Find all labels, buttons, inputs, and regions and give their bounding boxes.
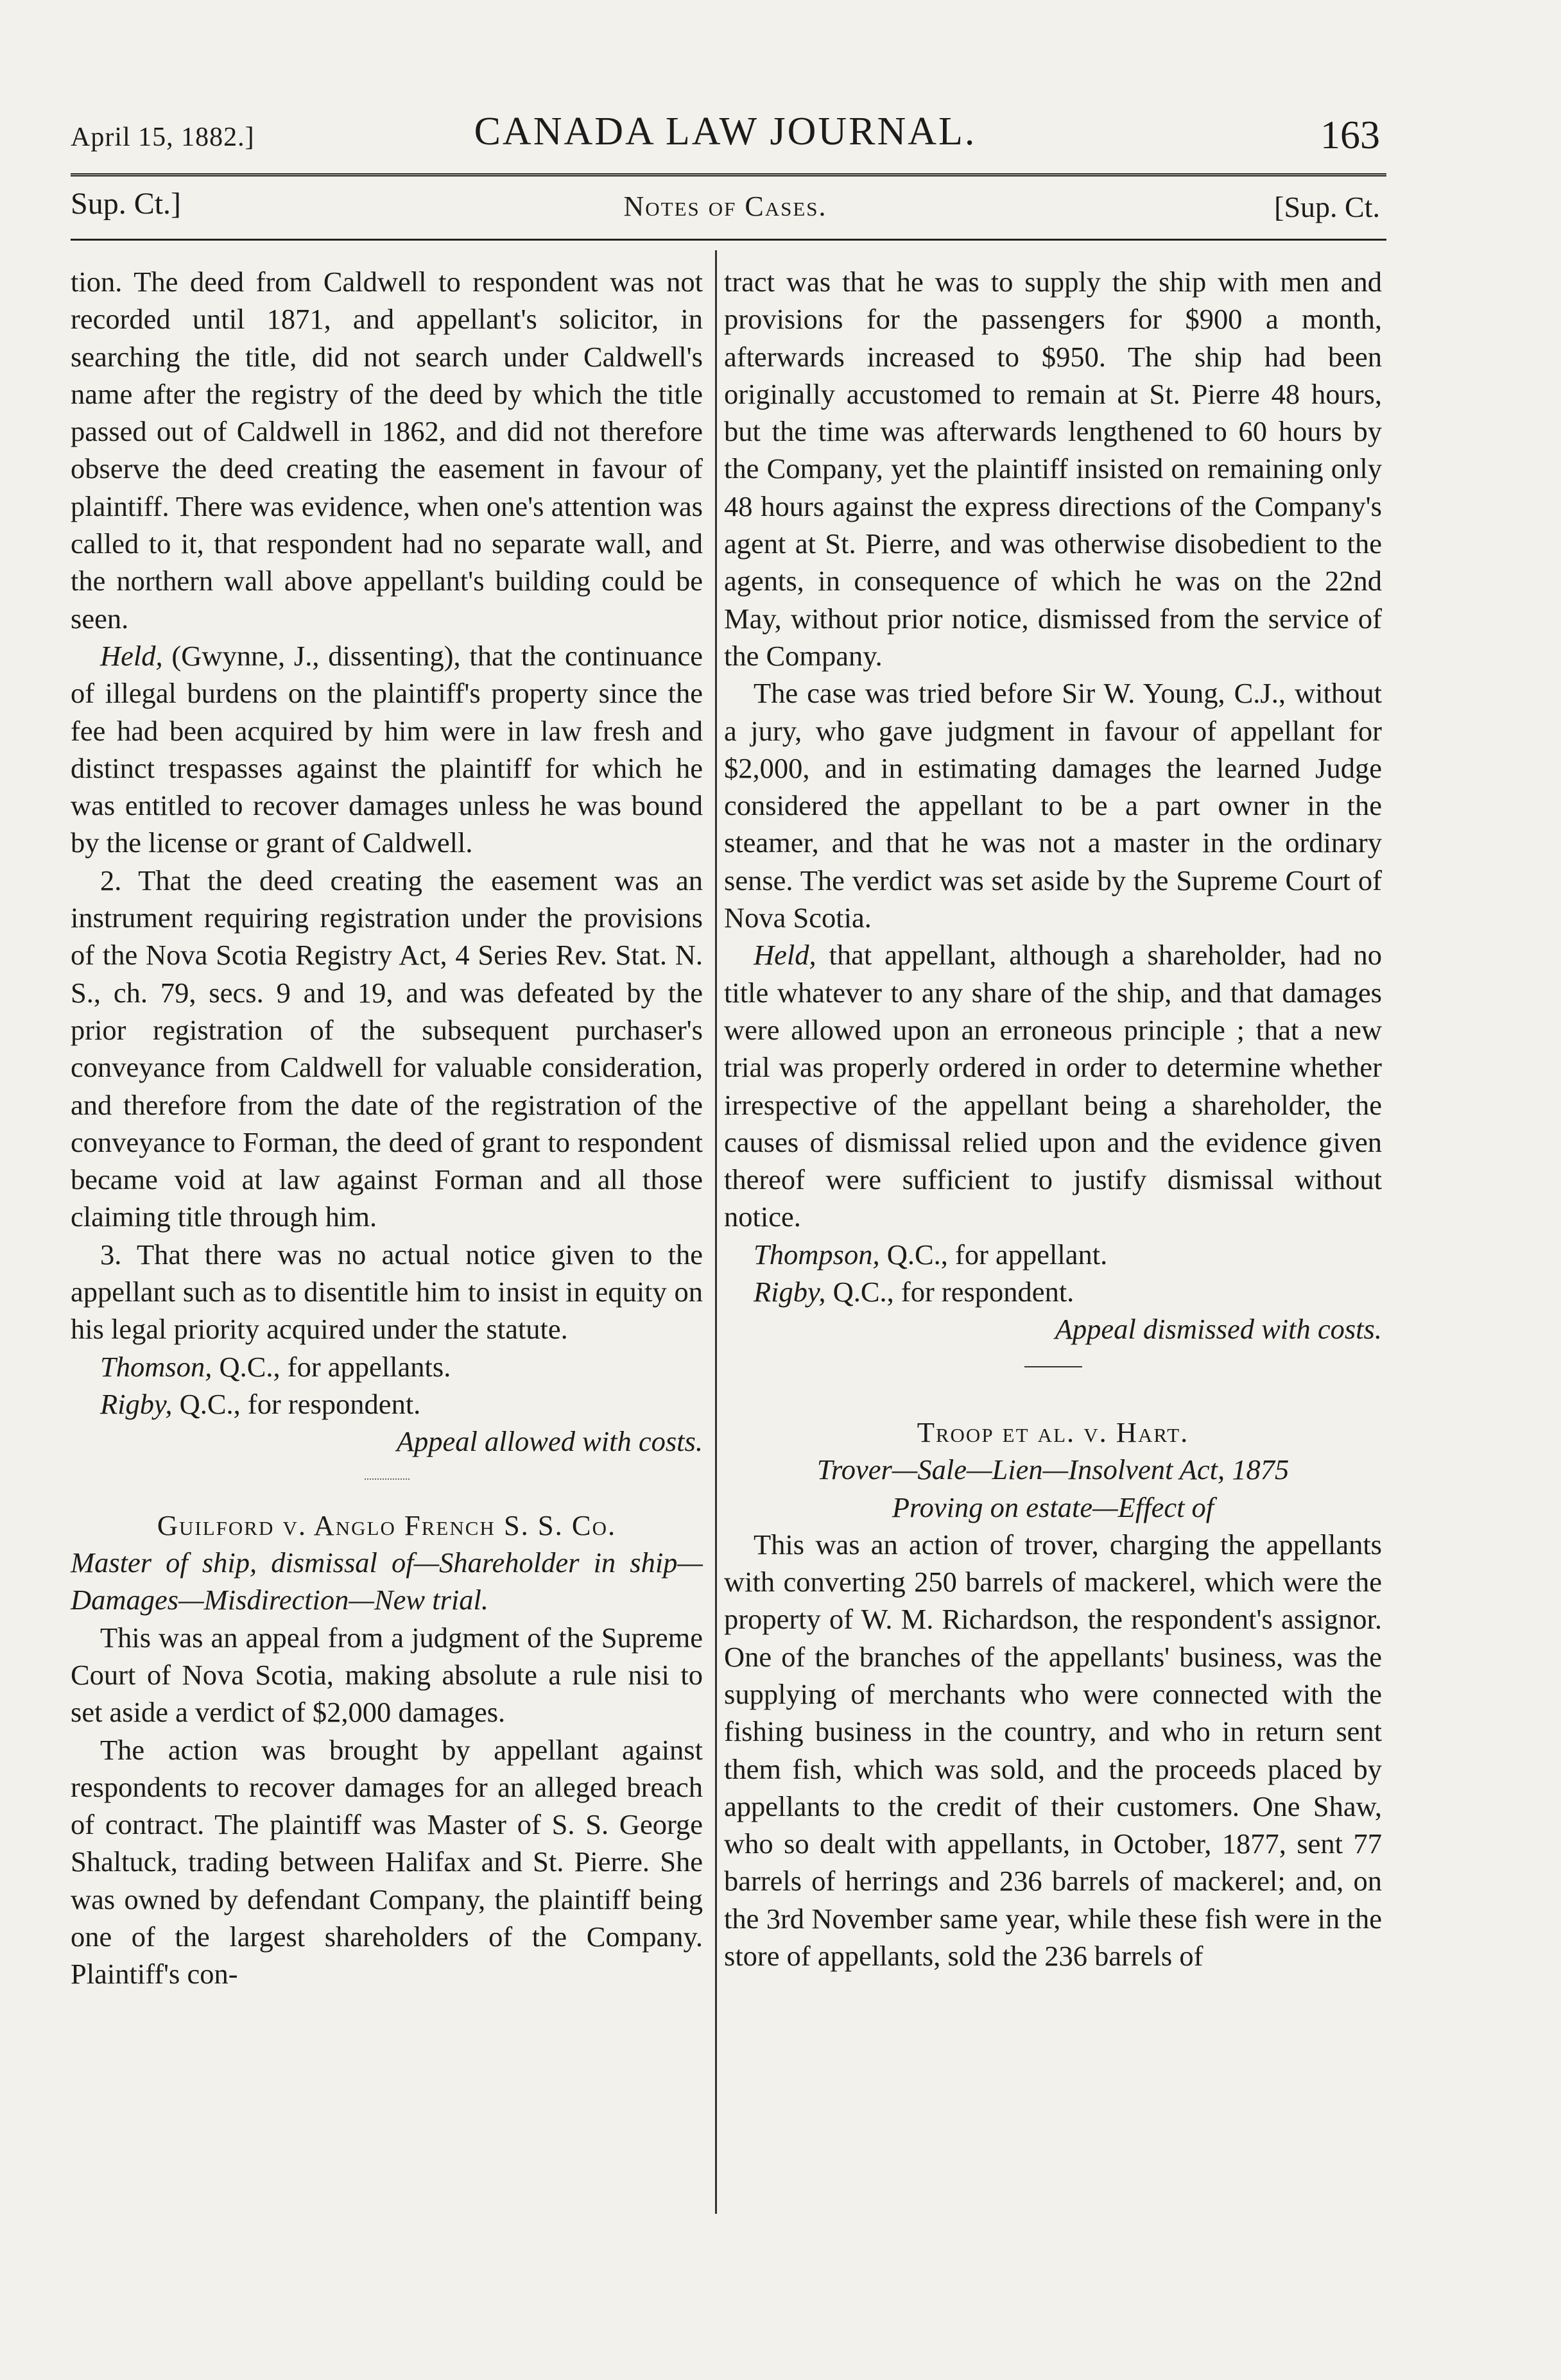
counsel-role: Q.C., for respondent. [825,1276,1074,1308]
court-label-right: [Sup. Ct. [1274,191,1380,223]
counsel-line [71,1348,703,1385]
holding-paragraph [724,936,1382,1235]
right-column [724,263,1382,1974]
counsel-role: Q.C., for appellants. [212,1350,451,1383]
paragraph: The action was brought by appellant against respondents to recover damages for an alleged breach of contract. The plaintiff was Master of S. S. George Shaltuck, trading between Halifax and St. Pierre. She was owned by defendant Company, the plaintiff being one of the largest shareholders of the Company. Plaintiff's con- [71,1733,703,1990]
counsel-role: Q.C., for appellant. [879,1238,1108,1271]
header-rule [71,173,1386,176]
case-separator [71,1460,703,1507]
counsel-line [724,1236,1382,1273]
column-divider [715,250,717,2214]
counsel-name: Rigby, [754,1276,826,1308]
paragraph: tion. The deed from Caldwell to respondent was not recorded until 1871, and appellant's solicitor, in searching the title, did not search under Caldwell's name after the registry of the deed by which the title passed out of Caldwell in 1862, and did not therefore observe the deed creating the easement in favour of plaintiff. There was evidence, when one's attention was called to it, that respondent had no separate wall, and the northern wall above appellant's building could be seen. [71,266,703,635]
paragraph: 3. That there was no actual notice given to the appellant such as to disentitle him to insist in equity on his legal priority acquired under the statute. [71,1238,703,1346]
paragraph: This was an action of trover, charging the appellants with converting 250 barrels of mackerel, which were the property of W. M. Richardson, the respondent's assignor. One of the branches of the appellants' business, was the supplying of merchants who were connected with the fishing business in the country, and who in return sent them fish, which was sold, and the proceeds placed by appellants to the credit of their customers. One Shaw, who so dealt with appellants, in October, 1877, sent 77 barrels of herrings and 236 barrels of mackerel; and, on the 3rd November same year, while these fish were in the store of appellants, sold the 236 barrels of [724,1528,1382,1973]
subheader-rule [71,239,1386,241]
page-header [71,109,1380,160]
paragraph: The case was tried before Sir W. Young, C.J., without a jury, who gave judgment in favour of appellant for $2,000, and in estimating damages the learned Judge considered the appellant to be a part owner in the steamer, and that he was not a master in the ordinary sense. The verdict was set aside by the Supreme Court of Nova Scotia. [724,677,1382,934]
page-number: 163 [1320,114,1380,157]
case-headnote: Master of ship, dismissal of—Shareholder in ship—Damages—Misdirection—New trial. [71,1546,703,1616]
running-subheader [71,186,1380,225]
counsel-line [71,1385,703,1423]
counsel-name: Thompson, [754,1238,880,1271]
case-title: Guilford v. Anglo French S. S. Co. [157,1509,617,1541]
holding-text: (Gwynne, J., dissenting), that the continuance of illegal burdens on the plaintiff's property since the fee had been acquired by him were in law fresh and distinct trespasses against the plaintiff for which he was entitled to recover damages unless he was bound by the license or grant of Caldwell. [71,639,703,859]
left-column [71,263,703,1993]
holding-paragraph [71,637,703,862]
case-headnote: Trover—Sale—Lien—Insolvent Act, 1875 [816,1453,1289,1486]
case-result: Appeal allowed with costs. [396,1425,703,1458]
counsel-role: Q.C., for respondent. [172,1387,421,1420]
counsel-name: Thomson, [100,1350,212,1383]
paragraph: This was an appeal from a judgment of the Supreme Court of Nova Scotia, making absolute a rule nisi to set aside a verdict of $2,000 damages. [71,1621,703,1729]
held-label: Held, [100,639,163,672]
section-title: Notes of Cases. [623,191,827,222]
case-result: Appeal dismissed with costs. [1055,1313,1382,1346]
case-headnote: Proving on estate—Effect of [892,1491,1214,1523]
held-label: Held, [754,939,816,972]
counsel-name: Rigby, [100,1387,173,1420]
holding-text: that appellant, although a shareholder, had no title whatever to any share of the ship, and that damages were allowed upon an erroneous principle ; that a new trial was properly ordered in order to determine whether irrespective of the appellant being a shareholder, the causes of dismissal relied upon and the evidence given thereof were sufficient to justify dismissal without notice. [724,939,1382,1233]
journal-title: CANADA LAW JOURNAL. [474,110,977,153]
paragraph: 2. That the deed creating the easement was an instrument requiring registration under the provisions of the Nova Scotia Registry Act, 4 Series Rev. Stat. N. S., ch. 79, secs. 9 and 19, and was defeated by the prior registration of the subsequent purchaser's conveyance from Caldwell for valuable consideration, and therefore from the date of the registration of the conveyance to Forman, the deed of grant to respondent became void at law against Forman and all those claiming title through him. [71,864,703,1233]
counsel-line [724,1273,1382,1310]
issue-date: April 15, 1882.] [71,123,255,152]
case-separator [724,1348,1382,1394]
paragraph: tract was that he was to supply the ship with men and provisions for the passengers for $900 a month, afterwards increased to $950. The ship had been originally accustomed to remain at St. Pierre 48 hours, but the time was afterwards lengthened to 60 hours by the Company, yet the plaintiff insisted on remaining only 48 hours against the express directions of the Company's agent at St. Pierre, and was otherwise disobedient to the agents, in consequence of which he was on the 22nd May, without prior notice, dismissed from the service of the Company. [724,266,1382,672]
case-title: Troop et al. v. Hart. [917,1416,1189,1448]
court-label-left: Sup. Ct.] [71,187,182,221]
